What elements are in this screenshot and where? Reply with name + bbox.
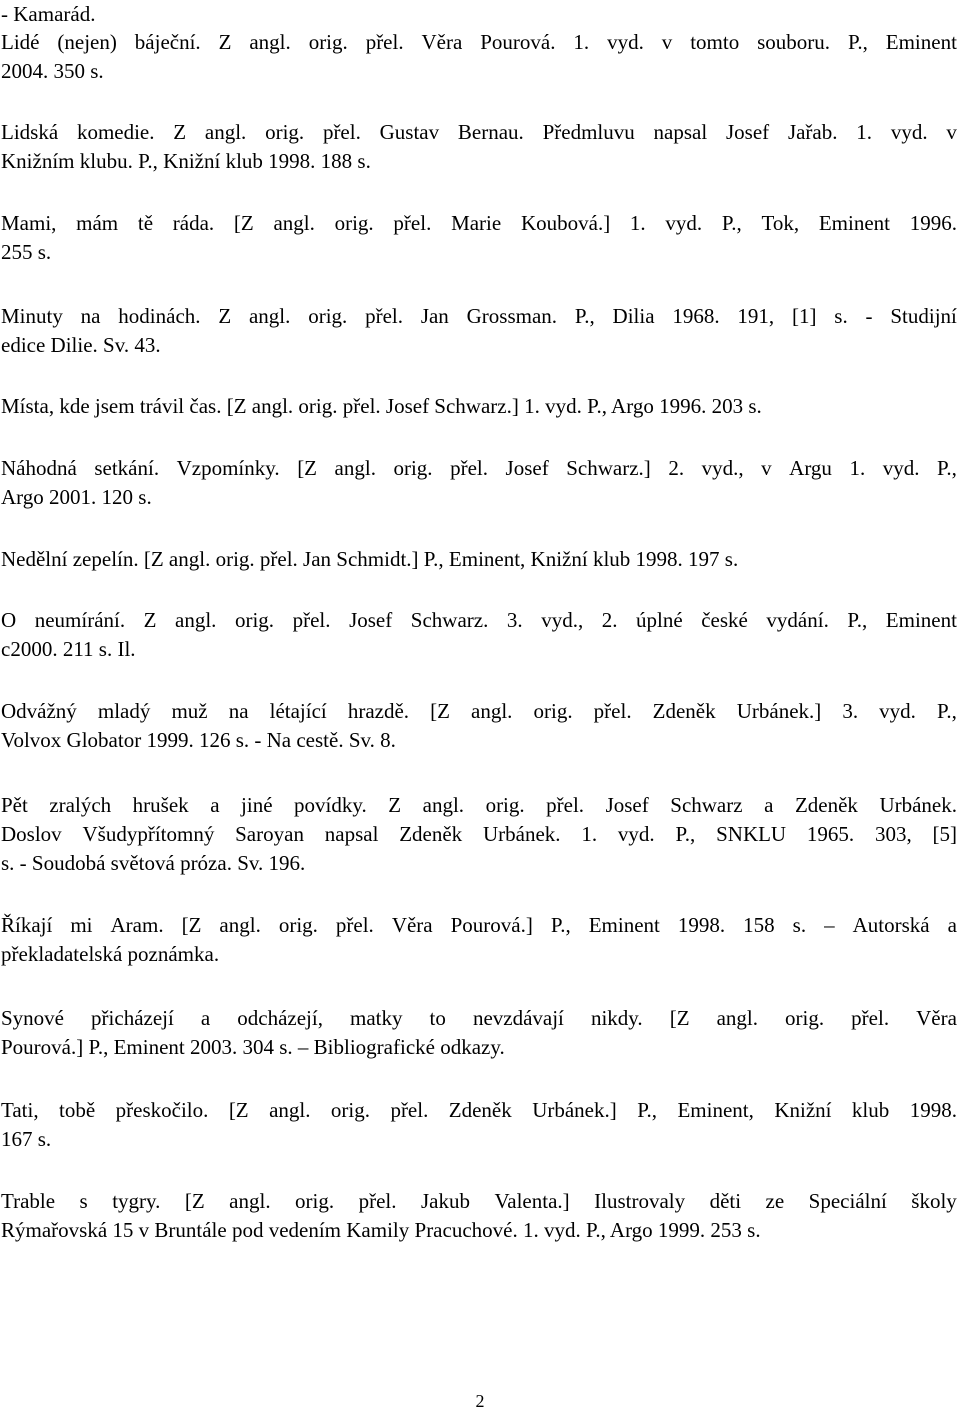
entry-line: 255 s. [1,240,52,264]
word: mi [70,913,93,937]
word: mám [76,211,119,235]
word: a [947,913,957,937]
word: Urbánek.] [532,1098,617,1122]
word: Věra [916,1006,957,1030]
word: vyd. [890,120,928,144]
word: odcházejí, [237,1006,323,1030]
word: přel. [365,30,404,54]
word: napsal [324,822,379,846]
word: Doslov [1,822,62,846]
entry-line: s. - Soudobá světová próza. Sv. 196. [1,851,306,875]
word: orig. [265,120,305,144]
word: báječní. [134,30,201,54]
word: Eminent [818,211,890,235]
word: muž [171,699,208,723]
entry-line: Volvox Globator 1999. 126 s. - Na cestě. Sv. 8. [1,728,396,752]
bibliography-entry [1,28,957,86]
word: Urbánek.] [736,699,822,723]
word: nikdy. [590,1006,643,1030]
intro-line: - Kamarád. [1,2,96,26]
entry-line: Knižním klubu. P., Knižní klub 1998. 188 s. [1,149,371,173]
page-number: 2 [475,1391,485,1411]
entry-line [1,454,957,483]
entry-line [1,911,957,940]
word: (nejen) [57,30,117,54]
word: vydání. [766,608,829,632]
entry-line: c2000. 211 s. Il. [1,637,136,661]
word: hrazdě. [347,699,410,723]
word: s [79,1189,88,1213]
entry-line: 2004. 350 s. [1,59,104,83]
entry-line: Pourová.] P., Eminent 2003. 304 s. – Bibliografické odkazy. [1,1035,505,1059]
word: Mami, [1,211,57,235]
entry-line [1,209,957,238]
word: Věra [421,30,463,54]
word: Knižní [774,1098,832,1122]
word: Grossman. [466,304,558,328]
word: P., [637,1098,658,1122]
word: angl. [716,1006,758,1030]
word: a [210,793,220,817]
word: Odvážný [1,699,77,723]
word: Gustav [379,120,440,144]
word: létající [269,699,327,723]
entry-line: edice Dilie. Sv. 43. [1,333,161,357]
word: Dilia [612,304,655,328]
word: 2. [668,456,685,480]
bibliography-entry [1,454,957,512]
entry-line: Argo 2001. 120 s. [1,485,152,509]
word: P., [574,304,595,328]
word: přel. [390,1098,429,1122]
word: 3. [842,699,859,723]
word: orig. [308,30,348,54]
entry-line [1,791,957,820]
word: Schwarz. [410,608,489,632]
word: nevzdávají [472,1006,564,1030]
word: [Z [233,211,254,235]
word: Valenta.] [494,1189,570,1213]
word: angl. [422,793,465,817]
word: přicházejí [91,1006,174,1030]
word: P., [937,699,957,723]
word: angl. [273,211,315,235]
word: - [865,304,873,328]
word: P., [847,608,868,632]
word: O [1,608,17,632]
word: s. [792,913,807,937]
word: Jařab. [787,120,838,144]
word: neumírání. [34,608,126,632]
word: přel. [851,1006,890,1030]
entry-line [1,1096,957,1125]
word: Pět [1,793,28,817]
entry-line: Rýmařovská 15 v Bruntále pod vedením Kamily Pracuchové. 1. vyd. P., Argo 1999. 253 s. [1,1218,761,1242]
word: Schwarz.] [566,456,651,480]
word: angl. [471,699,513,723]
word: Tok, [761,211,800,235]
word: Marie [451,211,502,235]
word: a [764,793,774,817]
word: 1. [573,30,590,54]
word: [Z [669,1006,690,1030]
word: a [200,1006,211,1030]
word: klub [851,1098,890,1122]
entry-line [1,28,957,57]
word: Schwarz [670,793,743,817]
word: vyd., [541,608,584,632]
word: tygry. [112,1189,161,1213]
word: angl. [219,913,261,937]
word: Aram. [110,913,164,937]
word: komedie. [76,120,155,144]
word: Zdeněk [794,793,858,817]
entry-line: překladatelská poznámka. [1,942,220,966]
word: 1998. [909,1098,957,1122]
word: vyd., [701,456,744,480]
word: mladý [97,699,151,723]
word: přel. [593,699,632,723]
word: školy [911,1189,957,1213]
entry-line [1,118,957,147]
word: 1. [849,456,866,480]
word: Zdeněk [399,822,463,846]
word: Z [143,608,157,632]
bibliography-entry [1,791,957,878]
word: Jakub [420,1189,470,1213]
word: Autorská [852,913,930,937]
word: přel. [450,456,488,480]
word: přeskočilo. [115,1098,209,1122]
word: angl. [334,456,376,480]
word: orig. [295,1189,335,1213]
word: P., [847,30,868,54]
word: [Z [430,699,450,723]
word: s. [834,304,848,328]
word: přel. [546,793,585,817]
word: Eminent, [677,1098,754,1122]
word: 1. [629,211,646,235]
bibliography-entry [1,302,957,360]
word: přel. [322,120,361,144]
word: P., [721,211,742,235]
word: P., [550,913,571,937]
word: ráda. [172,211,215,235]
word: Minuty [1,304,63,328]
word: tobě [59,1098,96,1122]
word: to [429,1006,446,1030]
entry-line: Místa, kde jsem trávil čas. [Z angl. orig. přel. Josef Schwarz.] 1. vyd. P., Argo 1996. 203 s. [1,394,762,418]
word: 2. [601,608,618,632]
word: angl. [248,304,291,328]
word: Předmluvu [542,120,635,144]
word: Věra [391,913,433,937]
word: úplné [636,608,683,632]
bibliography-entry [1,1096,957,1154]
word: přel. [365,304,403,328]
word: P., [675,822,696,846]
entry-line [1,1187,957,1216]
word: angl. [249,30,291,54]
word: hrušek [132,793,189,817]
word: 1996. [909,211,957,235]
bibliography-entry [1,209,957,267]
bibliography-entry [1,118,957,176]
word: přel. [335,913,374,937]
word: orig. [330,1098,370,1122]
word: 158 [743,913,775,937]
word: – [824,913,835,937]
word: 303, [874,822,912,846]
word: Josef [349,608,393,632]
bibliography-entry [1,697,957,755]
word: Tati, [1,1098,39,1122]
word: [Z [297,456,318,480]
word: české [701,608,748,632]
word: přel. [358,1189,397,1213]
word: ze [765,1189,785,1213]
word: vyd. [665,211,703,235]
word: děti [709,1189,742,1213]
word: souboru. [757,30,831,54]
word: Pourová. [480,30,556,54]
word: [Z [228,1098,249,1122]
word: Lidé [1,30,40,54]
word: orig. [278,913,318,937]
word: 3. [506,608,523,632]
entry-line: 167 s. [1,1127,52,1151]
word: SNKLU [716,822,787,846]
bibliography-entry [1,545,957,574]
word: v [946,120,957,144]
word: angl. [269,1098,311,1122]
word: Trable [1,1189,56,1213]
word: Náhodná [1,456,77,480]
word: Jan [420,304,449,328]
word: Urbánek. [879,793,957,817]
word: Z [388,793,402,817]
word: Pourová.] [450,913,533,937]
word: angl. [229,1189,271,1213]
entry-line [1,302,957,331]
word: 1968. [672,304,720,328]
word: na [80,304,101,328]
word: Josef [725,120,770,144]
entry-line [1,697,957,726]
word: Z [218,30,232,54]
word: [1] [791,304,817,328]
word: angl. [175,608,217,632]
word: P., [937,456,957,480]
word: zralých [49,793,112,817]
word: Lidská [1,120,59,144]
word: 1. [581,822,598,846]
word: Synové [1,1006,64,1030]
word: přel. [393,211,432,235]
entry-line [1,1004,957,1033]
word: napsal [653,120,708,144]
word: [5] [932,822,957,846]
word: Josef [605,793,649,817]
word: orig. [485,793,525,817]
word: Ilustrovaly [594,1189,686,1213]
word: v [761,456,772,480]
bibliography-entry [1,392,957,421]
word: setkání. [94,456,160,480]
word: tomto [690,30,740,54]
word: matky [350,1006,403,1030]
word: vyd. [617,822,655,846]
word: 191, [737,304,775,328]
entry-line [1,606,957,635]
word: Studijní [890,304,957,328]
word: Josef [505,456,549,480]
word: angl. [204,120,247,144]
word: orig. [234,608,275,632]
word: na [228,699,249,723]
entry-line [1,820,957,849]
word: Eminent [885,30,957,54]
word: orig. [533,699,573,723]
word: orig. [393,456,433,480]
word: Z [218,304,232,328]
entry-line: Nedělní zepelín. [Z angl. orig. přel. Jan Schmidt.] P., Eminent, Knižní klub 1998. 197 s. [1,547,739,571]
word: povídky. [294,793,367,817]
word: vyd. [879,699,916,723]
word: orig. [785,1006,825,1030]
word: Saroyan [235,822,304,846]
word: hodinách. [118,304,201,328]
word: Zdeněk [448,1098,512,1122]
word: vyd. [882,456,920,480]
word: Zdeněk [652,699,716,723]
word: orig. [334,211,374,235]
word: Urbánek. [482,822,561,846]
word: jiné [241,793,273,817]
word: Bernau. [457,120,524,144]
word: 1965. [806,822,855,846]
bibliography-entry [1,1004,957,1062]
word: 1. [856,120,873,144]
word: přel. [292,608,331,632]
word: orig. [308,304,348,328]
word: Říkají [1,913,53,937]
word: 1998. [677,913,726,937]
bibliography-entry [1,911,957,969]
word: tě [137,211,154,235]
word: Z [173,120,187,144]
word: Vzpomínky. [176,456,280,480]
word: [Z [181,913,202,937]
word: Koubová.] [520,211,611,235]
word: Eminent [885,608,957,632]
bibliography-entry [1,606,957,664]
word: Speciální [808,1189,887,1213]
word: Argu [789,456,832,480]
word: v [661,30,673,54]
word: Eminent [588,913,660,937]
word: [Z [184,1189,205,1213]
word: Všudypřítomný [82,822,215,846]
bibliography-entry [1,1187,957,1245]
word: vyd. [607,30,644,54]
